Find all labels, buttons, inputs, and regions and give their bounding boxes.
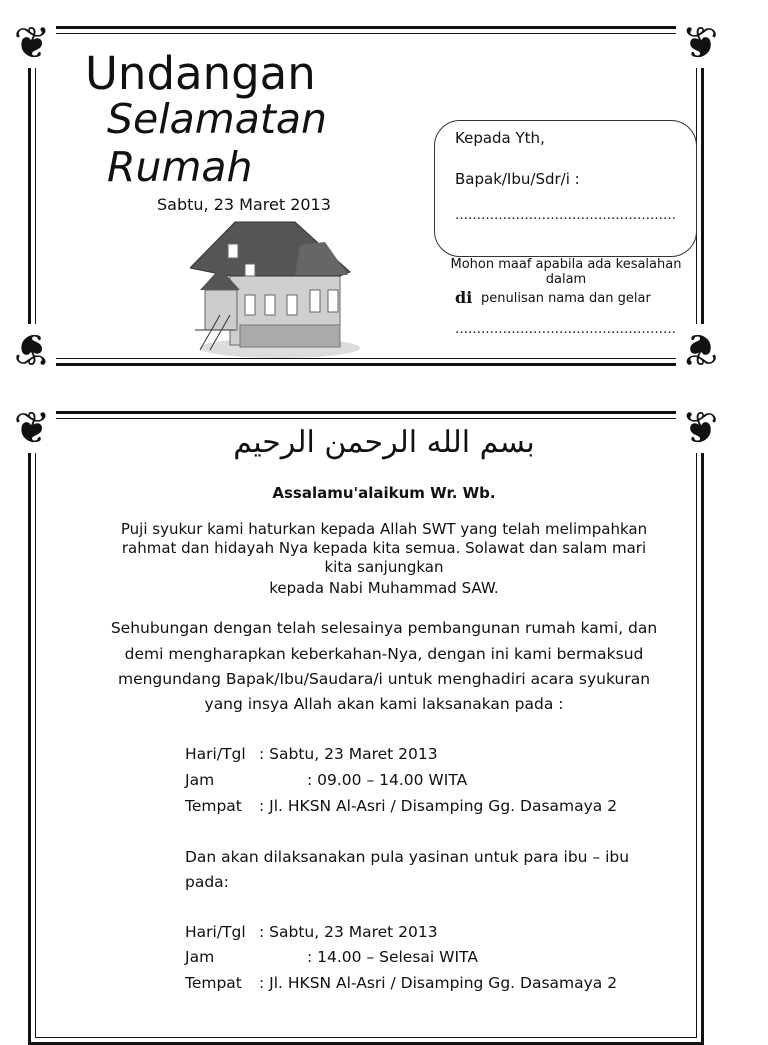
event-value: : 09.00 – 14.00 WITA [307, 771, 468, 789]
greeting: Kepada Yth, [455, 129, 545, 147]
di-label: di [455, 288, 473, 307]
event-value: : Sabtu, 23 Maret 2013 [259, 923, 438, 941]
corner-ornament-icon: ❦ [676, 405, 724, 453]
event-label: Hari/Tgl [185, 923, 246, 941]
cover-subtitle: Rumah [107, 143, 253, 191]
paragraph-line: yang insya Allah akan kami laksanakan pada : [204, 695, 564, 713]
apology-line: penulisan nama dan gelar [481, 291, 651, 306]
corner-ornament-icon: ❦ [676, 324, 724, 372]
paragraph-line: kepada Nabi Muhammad SAW. [269, 579, 499, 597]
apology-line: dalam [545, 272, 587, 287]
corner-ornament-icon: ❦ [8, 324, 56, 372]
paragraph-line: demi mengharapkan keberkahan-Nya, dengan ini kami bermaksud [124, 645, 644, 663]
event-value: : Sabtu, 23 Maret 2013 [259, 745, 438, 763]
bismillah-calligraphy: بسم الله الرحمن الرحيم [233, 425, 535, 460]
event-value: : Jl. HKSN Al-Asri / Disamping Gg. Dasamaya 2 [259, 974, 618, 992]
corner-ornament-icon: ❦ [8, 405, 56, 453]
event-label: Jam [185, 948, 215, 966]
paragraph-line: mengundang Bapak/Ibu/Saudara/i untuk menghadiri acara syukuran [117, 670, 651, 688]
cover-date: Sabtu, 23 Maret 2013 [157, 195, 331, 214]
corner-ornament-icon: ❦ [676, 20, 724, 68]
event-value: : Jl. HKSN Al-Asri / Disamping Gg. Dasamaya 2 [259, 797, 618, 815]
house-illustration [190, 220, 362, 360]
recipient-name-line[interactable]: …………………………………………… [455, 208, 676, 223]
paragraph-line: Puji syukur kami haturkan kepada Allah SWT yang telah melimpahkan [120, 520, 648, 538]
event-label: Jam [185, 771, 215, 789]
event-label: Tempat [185, 797, 242, 815]
corner-ornament-icon: ❦ [8, 20, 56, 68]
event-label: Hari/Tgl [185, 745, 246, 763]
recipient-label: Bapak/Ibu/Sdr/i : [455, 170, 580, 188]
paragraph-line: Dan akan dilaksanakan pula yasinan untuk para ibu – ibu [185, 848, 630, 866]
paragraph-line: pada: [185, 873, 229, 891]
paragraph-line: rahmat dan hidayah Nya kepada kita semua. Solawat dan salam mari [121, 539, 647, 557]
paragraph-line: kita sanjungkan [324, 558, 444, 576]
apology-line: Mohon maaf apabila ada kesalahan [450, 257, 682, 272]
address-line[interactable]: …………………………………………… [455, 322, 676, 337]
cover-subtitle: Selamatan [107, 95, 328, 143]
paragraph-line: Sehubungan dengan telah selesainya pembangunan rumah kami, dan [110, 619, 658, 637]
event-value: : 14.00 – Selesai WITA [307, 948, 478, 966]
cover-title: Undangan [85, 47, 316, 100]
event-label: Tempat [185, 974, 242, 992]
salam: Assalamu'alaikum Wr. Wb. [272, 484, 496, 502]
